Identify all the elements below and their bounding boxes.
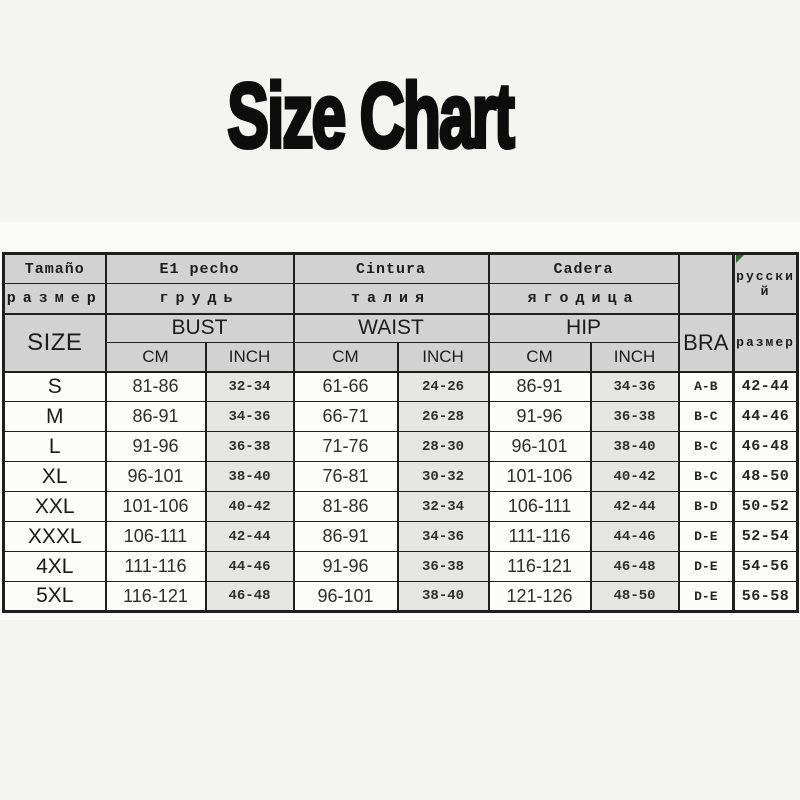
waist-cm-value: 61-66	[294, 372, 398, 402]
hip-inch-value: 44-46	[591, 522, 679, 552]
hip-cm-value: 91-96	[489, 402, 591, 432]
waist-inch-value: 34-36	[398, 522, 489, 552]
russian-size-value: 46-48	[734, 432, 798, 462]
size-value: XL	[4, 462, 106, 492]
size-value: 5XL	[4, 582, 106, 612]
size-value: XXL	[4, 492, 106, 522]
header-bust-cm: CM	[106, 343, 206, 372]
bra-value: B-D	[679, 492, 734, 522]
hip-inch-value: 34-36	[591, 372, 679, 402]
header-hip-inch: INCH	[591, 343, 679, 372]
hip-cm-value: 111-116	[489, 522, 591, 552]
waist-inch-value: 36-38	[398, 552, 489, 582]
header-size-russian: размер	[4, 284, 106, 314]
bra-value: D-E	[679, 552, 734, 582]
header-hip-cm: CM	[489, 343, 591, 372]
bust-cm-value: 106-111	[106, 522, 206, 552]
russian-size-value: 56-58	[734, 582, 798, 612]
bra-value: B-C	[679, 462, 734, 492]
bra-value: A-B	[679, 372, 734, 402]
bust-cm-value: 111-116	[106, 552, 206, 582]
bust-cm-value: 96-101	[106, 462, 206, 492]
header-size-english: SIZE	[4, 314, 106, 372]
table-row-4xl	[4, 552, 798, 582]
header-bust-spanish: E1 pecho	[106, 254, 294, 284]
header-row-russian	[4, 284, 798, 314]
bust-inch-value: 42-44	[206, 522, 294, 552]
hip-cm-value: 116-121	[489, 552, 591, 582]
header-waist-cm: CM	[294, 343, 398, 372]
header-row-english	[4, 314, 798, 343]
hip-inch-value: 38-40	[591, 432, 679, 462]
waist-inch-value: 30-32	[398, 462, 489, 492]
russian-size-value: 44-46	[734, 402, 798, 432]
bust-inch-value: 40-42	[206, 492, 294, 522]
russian-size-value: 48-50	[734, 462, 798, 492]
header-russian-size: размер	[734, 314, 798, 372]
bra-value: B-C	[679, 402, 734, 432]
bust-cm-value: 101-106	[106, 492, 206, 522]
waist-cm-value: 76-81	[294, 462, 398, 492]
header-bust-inch: INCH	[206, 343, 294, 372]
header-bra: BRA	[679, 314, 734, 372]
bust-cm-value: 116-121	[106, 582, 206, 612]
russian-size-value: 50-52	[734, 492, 798, 522]
hip-cm-value: 106-111	[489, 492, 591, 522]
bust-inch-value: 36-38	[206, 432, 294, 462]
table-row-xl	[4, 462, 798, 492]
table-row-s	[4, 372, 798, 402]
page-title: Size Chart	[227, 65, 513, 167]
russian-size-value: 42-44	[734, 372, 798, 402]
header-waist-russian: талия	[294, 284, 489, 314]
header-row-units	[4, 343, 798, 372]
waist-cm-value: 91-96	[294, 552, 398, 582]
bust-cm-value: 91-96	[106, 432, 206, 462]
header-hip-spanish: Cadera	[489, 254, 679, 284]
size-value: M	[4, 402, 106, 432]
table-row-5xl	[4, 582, 798, 612]
table-row-l	[4, 432, 798, 462]
waist-inch-value: 26-28	[398, 402, 489, 432]
bust-inch-value: 32-34	[206, 372, 294, 402]
hip-cm-value: 86-91	[489, 372, 591, 402]
bust-inch-value: 46-48	[206, 582, 294, 612]
table-background-band	[0, 222, 800, 620]
table-row-m	[4, 402, 798, 432]
russian-size-value: 52-54	[734, 522, 798, 552]
bust-cm-value: 86-91	[106, 402, 206, 432]
header-waist-english: WAIST	[294, 314, 489, 343]
hip-cm-value: 101-106	[489, 462, 591, 492]
size-value: S	[4, 372, 106, 402]
header-size-spanish: Tamaño	[4, 254, 106, 284]
bra-value: D-E	[679, 522, 734, 552]
hip-cm-value: 121-126	[489, 582, 591, 612]
waist-inch-value: 24-26	[398, 372, 489, 402]
waist-inch-value: 32-34	[398, 492, 489, 522]
header-waist-spanish: Cintura	[294, 254, 489, 284]
bust-inch-value: 44-46	[206, 552, 294, 582]
hip-inch-value: 40-42	[591, 462, 679, 492]
hip-inch-value: 42-44	[591, 492, 679, 522]
header-row-spanish	[4, 254, 798, 284]
waist-cm-value: 96-101	[294, 582, 398, 612]
size-value: L	[4, 432, 106, 462]
waist-cm-value: 71-76	[294, 432, 398, 462]
header-bust-english: BUST	[106, 314, 294, 343]
hip-cm-value: 96-101	[489, 432, 591, 462]
hip-inch-value: 48-50	[591, 582, 679, 612]
table-row-xxxl	[4, 522, 798, 552]
header-bust-russian: грудь	[106, 284, 294, 314]
hip-inch-value: 46-48	[591, 552, 679, 582]
header-hip-english: HIP	[489, 314, 679, 343]
title-container	[0, 65, 800, 167]
waist-cm-value: 86-91	[294, 522, 398, 552]
waist-cm-value: 66-71	[294, 402, 398, 432]
header-empty-cell	[679, 254, 734, 314]
table-row-xxl	[4, 492, 798, 522]
size-chart-table	[2, 252, 799, 613]
waist-inch-value: 28-30	[398, 432, 489, 462]
waist-inch-value: 38-40	[398, 582, 489, 612]
russian-size-value: 54-56	[734, 552, 798, 582]
bra-value: B-C	[679, 432, 734, 462]
hip-inch-value: 36-38	[591, 402, 679, 432]
header-waist-inch: INCH	[398, 343, 489, 372]
waist-cm-value: 81-86	[294, 492, 398, 522]
size-value: 4XL	[4, 552, 106, 582]
bust-inch-value: 38-40	[206, 462, 294, 492]
header-hip-russian: ягодица	[489, 284, 679, 314]
bust-cm-value: 81-86	[106, 372, 206, 402]
size-value: XXXL	[4, 522, 106, 552]
bust-inch-value: 34-36	[206, 402, 294, 432]
bra-value: D-E	[679, 582, 734, 612]
header-russian-title: русский	[734, 254, 798, 314]
